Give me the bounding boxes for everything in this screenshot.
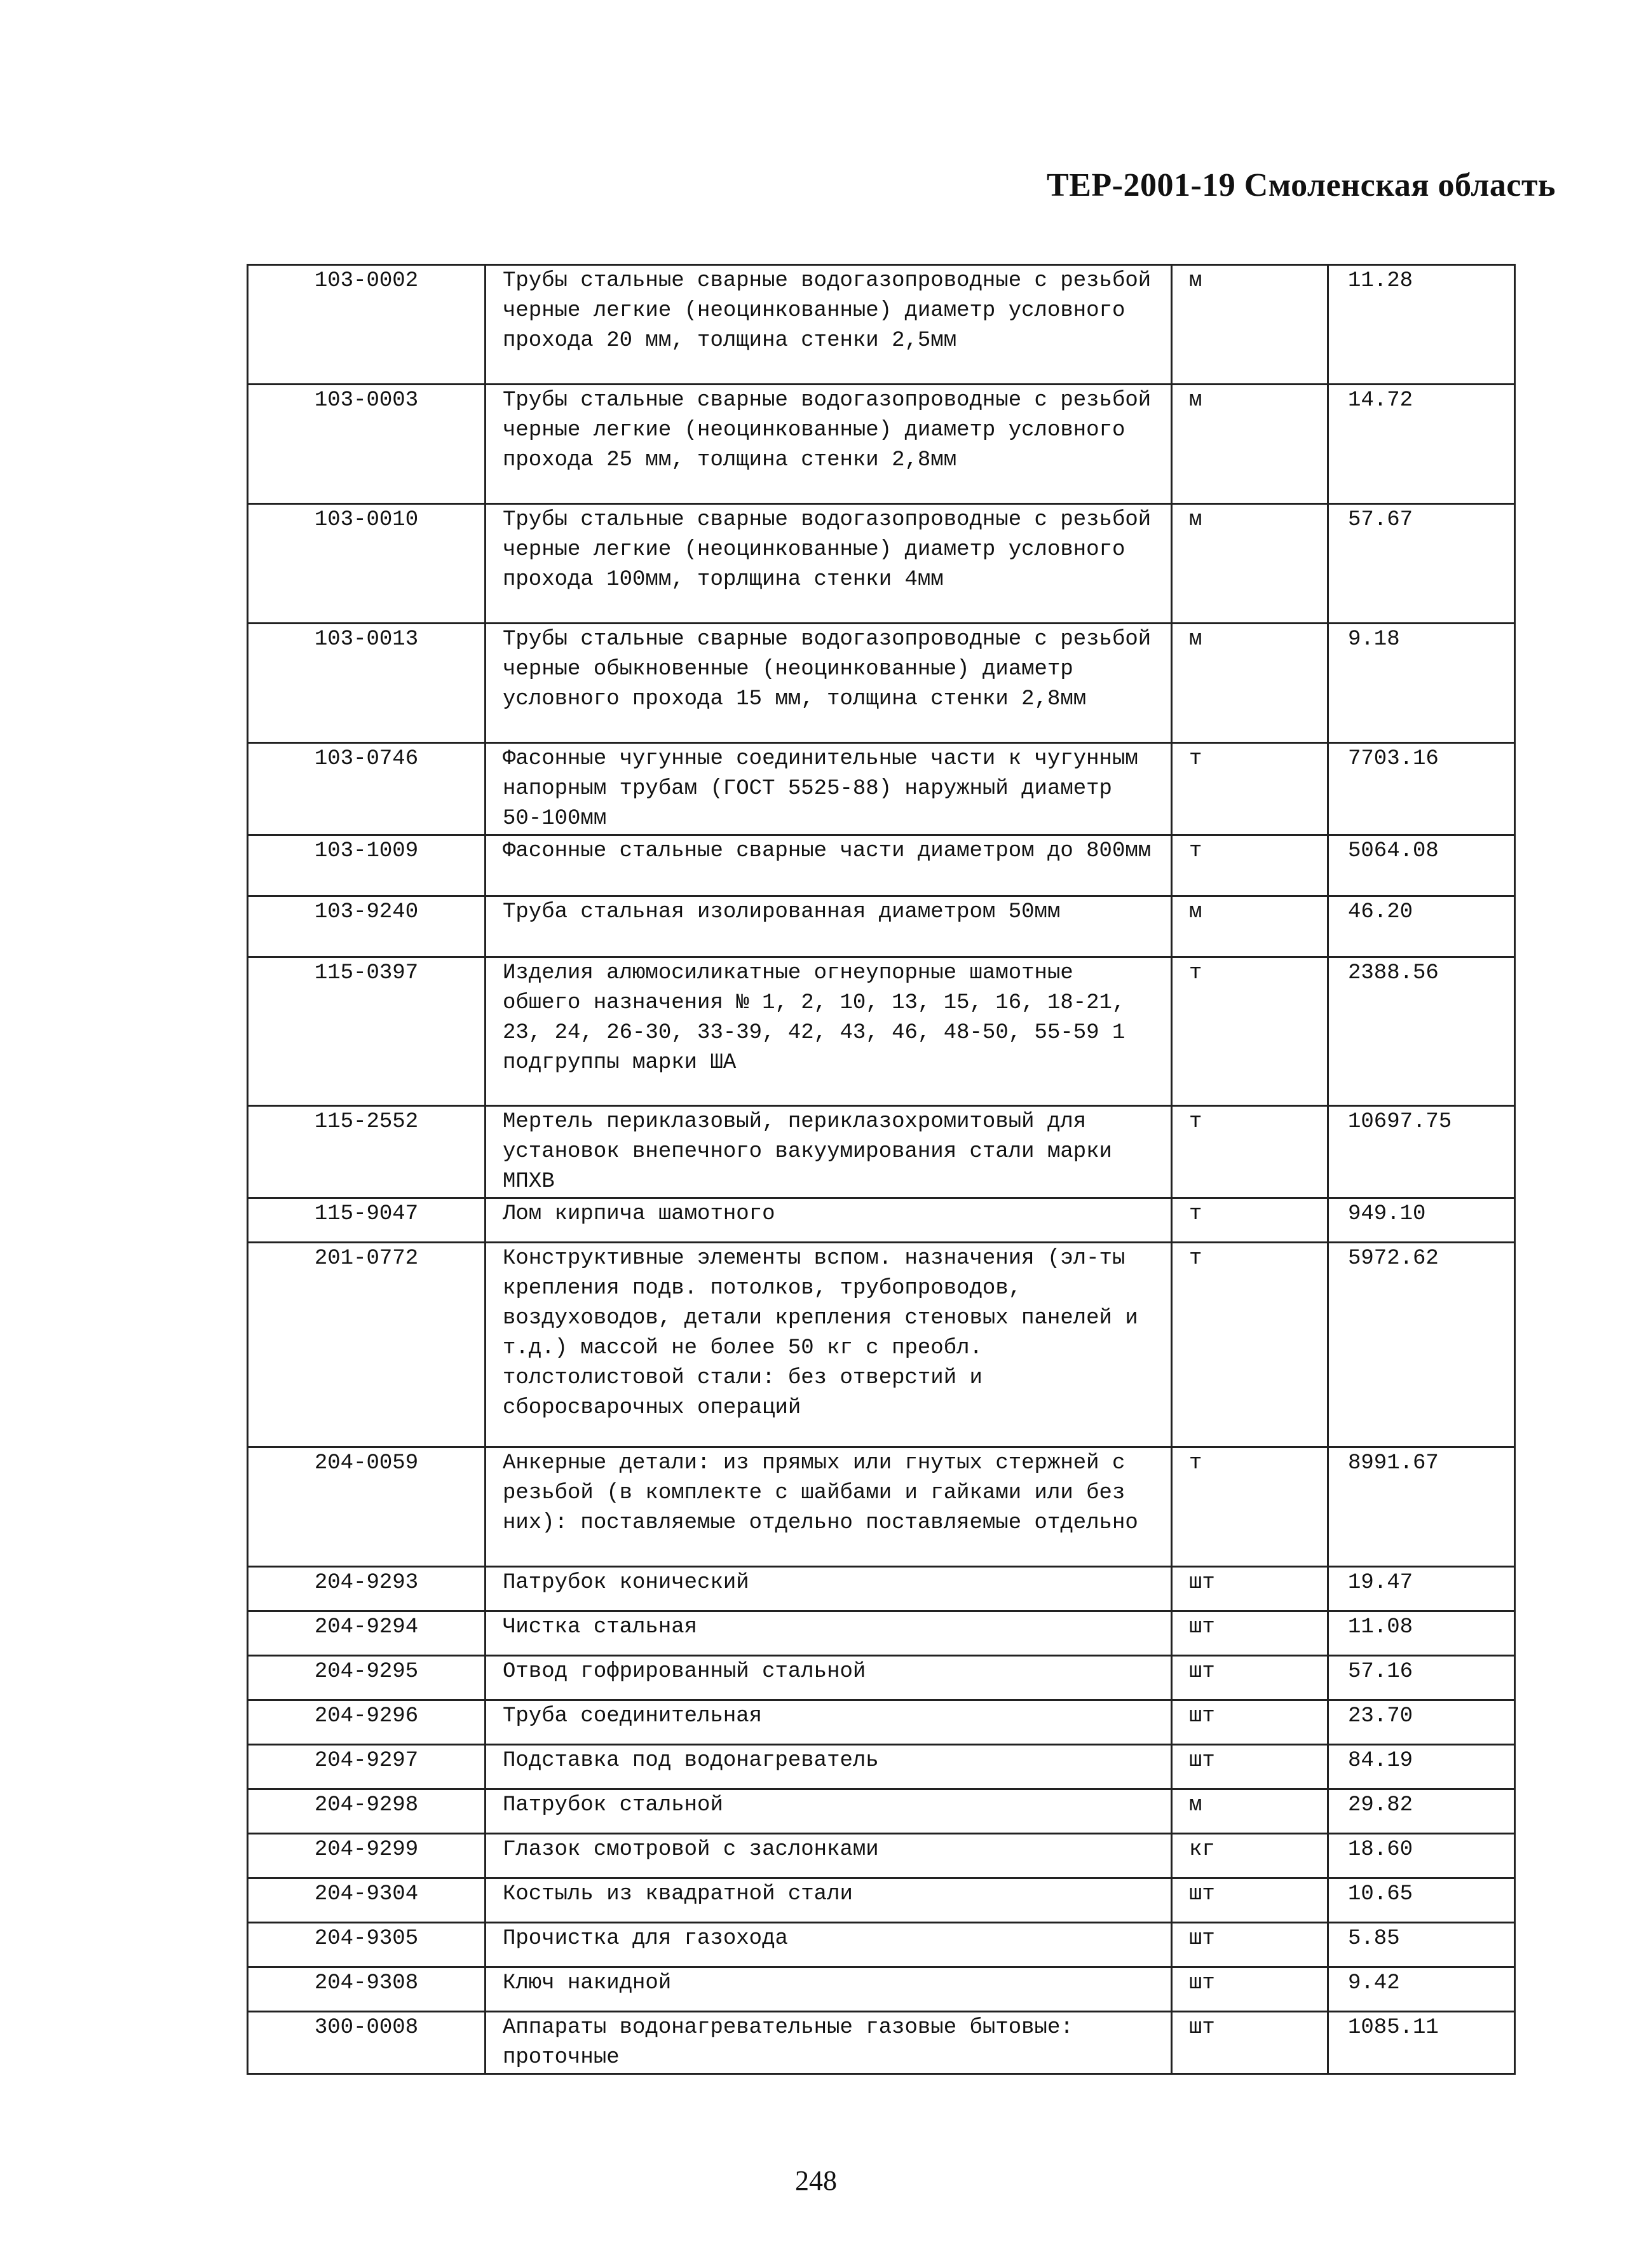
price-cell: 10.65: [1328, 1878, 1515, 1923]
table-row: [248, 1611, 1515, 1656]
price-cell: 23.70: [1328, 1700, 1515, 1745]
price-cell: 7703.16: [1328, 743, 1515, 835]
material-name-cell: Лом кирпича шамотного: [486, 1198, 1172, 1243]
material-name-cell: Фасонные чугунные соединительные части к чугунным напорным трубам (ГОСТ 5525-88) наружный диаметр 50-100мм: [486, 743, 1172, 835]
material-code-cell: 204-9304: [248, 1878, 486, 1923]
material-name-cell: Мертель периклазовый, периклазохромитовый для установок внепечного вакуумирования стали марки МПХВ: [486, 1106, 1172, 1198]
material-name-cell: Прочистка для газохода: [486, 1923, 1172, 1967]
price-cell: 5.85: [1328, 1923, 1515, 1967]
material-name-cell: Костыль из квадратной стали: [486, 1878, 1172, 1923]
price-table-body: [248, 265, 1515, 2074]
material-name-cell: Чистка стальная: [486, 1611, 1172, 1656]
price-cell: 11.28: [1328, 265, 1515, 385]
table-row: [248, 1923, 1515, 1967]
price-cell: 5064.08: [1328, 835, 1515, 896]
price-cell: 46.20: [1328, 896, 1515, 957]
unit-cell: шт: [1172, 2012, 1328, 2074]
unit-cell: м: [1172, 1789, 1328, 1834]
material-code-cell: 115-9047: [248, 1198, 486, 1243]
price-cell: 57.67: [1328, 504, 1515, 624]
material-code-cell: 103-0010: [248, 504, 486, 624]
price-cell: 57.16: [1328, 1656, 1515, 1700]
unit-cell: шт: [1172, 1611, 1328, 1656]
unit-cell: м: [1172, 504, 1328, 624]
table-row: [248, 265, 1515, 385]
price-cell: 19.47: [1328, 1567, 1515, 1611]
material-name-cell: Трубы стальные сварные водогазопроводные с резьбой черные легкие (неоцинкованные) диаметр условного прохода 100мм, торлщина стенки 4мм: [486, 504, 1172, 624]
material-name-cell: Ключ накидной: [486, 1967, 1172, 2012]
table-row: [248, 1567, 1515, 1611]
price-cell: 18.60: [1328, 1834, 1515, 1878]
material-name-cell: Трубы стальные сварные водогазопроводные с резьбой черные легкие (неоцинкованные) диаметр условного прохода 25 мм, толщина стенки 2,8мм: [486, 385, 1172, 504]
material-name-cell: Аппараты водонагревательные газовые бытовые: проточные: [486, 2012, 1172, 2074]
unit-cell: м: [1172, 896, 1328, 957]
table-row: [248, 504, 1515, 624]
table-row: [248, 1745, 1515, 1789]
material-code-cell: 204-9293: [248, 1567, 486, 1611]
table-row: [248, 624, 1515, 743]
material-code-cell: 204-0059: [248, 1447, 486, 1567]
table-row: [248, 1243, 1515, 1447]
material-code-cell: 103-0003: [248, 385, 486, 504]
material-name-cell: Патрубок стальной: [486, 1789, 1172, 1834]
unit-cell: т: [1172, 1106, 1328, 1198]
material-code-cell: 115-0397: [248, 957, 486, 1106]
price-cell: 9.18: [1328, 624, 1515, 743]
material-code-cell: 103-0002: [248, 265, 486, 385]
price-cell: 9.42: [1328, 1967, 1515, 2012]
price-cell: 10697.75: [1328, 1106, 1515, 1198]
page-number: 248: [795, 2165, 837, 2196]
material-code-cell: 204-9299: [248, 1834, 486, 1878]
material-code-cell: 204-9297: [248, 1745, 486, 1789]
price-cell: 29.82: [1328, 1789, 1515, 1834]
material-name-cell: Фасонные стальные сварные части диаметром до 800мм: [486, 835, 1172, 896]
unit-cell: т: [1172, 1198, 1328, 1243]
material-code-cell: 103-1009: [248, 835, 486, 896]
table-row: [248, 1789, 1515, 1834]
unit-cell: т: [1172, 957, 1328, 1106]
document-header-title: ТЕР-2001-19 Смоленская область: [1047, 167, 1556, 203]
table-row: [248, 1198, 1515, 1243]
price-cell: 11.08: [1328, 1611, 1515, 1656]
unit-cell: т: [1172, 1243, 1328, 1447]
unit-cell: т: [1172, 743, 1328, 835]
table-row: [248, 1700, 1515, 1745]
material-code-cell: 204-9308: [248, 1967, 486, 2012]
table-row: [248, 1447, 1515, 1567]
table-row: [248, 835, 1515, 896]
price-cell: 1085.11: [1328, 2012, 1515, 2074]
table-row: [248, 1967, 1515, 2012]
material-name-cell: Трубы стальные сварные водогазопроводные с резьбой черные легкие (неоцинкованные) диаметр условного прохода 20 мм, толщина стенки 2,5мм: [486, 265, 1172, 385]
table-row: [248, 896, 1515, 957]
material-code-cell: 204-9298: [248, 1789, 486, 1834]
material-name-cell: Труба соединительная: [486, 1700, 1172, 1745]
price-cell: 949.10: [1328, 1198, 1515, 1243]
material-name-cell: Трубы стальные сварные водогазопроводные с резьбой черные обыкновенные (неоцинкованные) диаметр условного прохода 15 мм, толщина стенки 2,8мм: [486, 624, 1172, 743]
price-table: [247, 264, 1516, 2075]
unit-cell: т: [1172, 835, 1328, 896]
material-code-cell: 204-9305: [248, 1923, 486, 1967]
unit-cell: т: [1172, 1447, 1328, 1567]
table-row: [248, 1656, 1515, 1700]
table-row: [248, 957, 1515, 1106]
unit-cell: шт: [1172, 1923, 1328, 1967]
table-row: [248, 1878, 1515, 1923]
material-code-cell: 103-0746: [248, 743, 486, 835]
unit-cell: шт: [1172, 1700, 1328, 1745]
material-code-cell: 300-0008: [248, 2012, 486, 2074]
material-code-cell: 204-9295: [248, 1656, 486, 1700]
material-name-cell: Глазок смотровой с заслонками: [486, 1834, 1172, 1878]
price-cell: 8991.67: [1328, 1447, 1515, 1567]
unit-cell: кг: [1172, 1834, 1328, 1878]
table-row: [248, 1834, 1515, 1878]
material-code-cell: 204-9294: [248, 1611, 486, 1656]
unit-cell: шт: [1172, 1656, 1328, 1700]
unit-cell: шт: [1172, 1745, 1328, 1789]
material-name-cell: Конструктивные элементы вспом. назначения (эл-ты крепления подв. потолков, трубопроводов, воздуховодов, детали крепления стеновых панелей и т.д.) массой не более 50 кг с преобл. толстолистовой стали: без отверстий и сборосварочных операций: [486, 1243, 1172, 1447]
material-name-cell: Подставка под водонагреватель: [486, 1745, 1172, 1789]
material-name-cell: Труба стальная изолированная диаметром 50мм: [486, 896, 1172, 957]
price-cell: 2388.56: [1328, 957, 1515, 1106]
table-row: [248, 1106, 1515, 1198]
material-code-cell: 103-9240: [248, 896, 486, 957]
unit-cell: м: [1172, 624, 1328, 743]
price-cell: 5972.62: [1328, 1243, 1515, 1447]
price-cell: 14.72: [1328, 385, 1515, 504]
unit-cell: шт: [1172, 1878, 1328, 1923]
material-code-cell: 204-9296: [248, 1700, 486, 1745]
material-name-cell: Изделия алюмосиликатные огнеупорные шамотные обшего назначения № 1, 2, 10, 13, 15, 16, 18-21, 23, 24, 26-30, 33-39, 42, 43, 46, 48-50, 55-59 1 подгруппы марки ША: [486, 957, 1172, 1106]
table-row: [248, 385, 1515, 504]
material-name-cell: Патрубок конический: [486, 1567, 1172, 1611]
unit-cell: м: [1172, 265, 1328, 385]
material-name-cell: Отвод гофрированный стальной: [486, 1656, 1172, 1700]
price-cell: 84.19: [1328, 1745, 1515, 1789]
unit-cell: шт: [1172, 1567, 1328, 1611]
unit-cell: м: [1172, 385, 1328, 504]
table-row: [248, 743, 1515, 835]
table-row: [248, 2012, 1515, 2074]
material-name-cell: Анкерные детали: из прямых или гнутых стержней с резьбой (в комплекте с шайбами и гайками или без них): поставляемые отдельно поставляемые отдельно: [486, 1447, 1172, 1567]
unit-cell: шт: [1172, 1967, 1328, 2012]
material-code-cell: 115-2552: [248, 1106, 486, 1198]
material-code-cell: 201-0772: [248, 1243, 486, 1447]
material-code-cell: 103-0013: [248, 624, 486, 743]
